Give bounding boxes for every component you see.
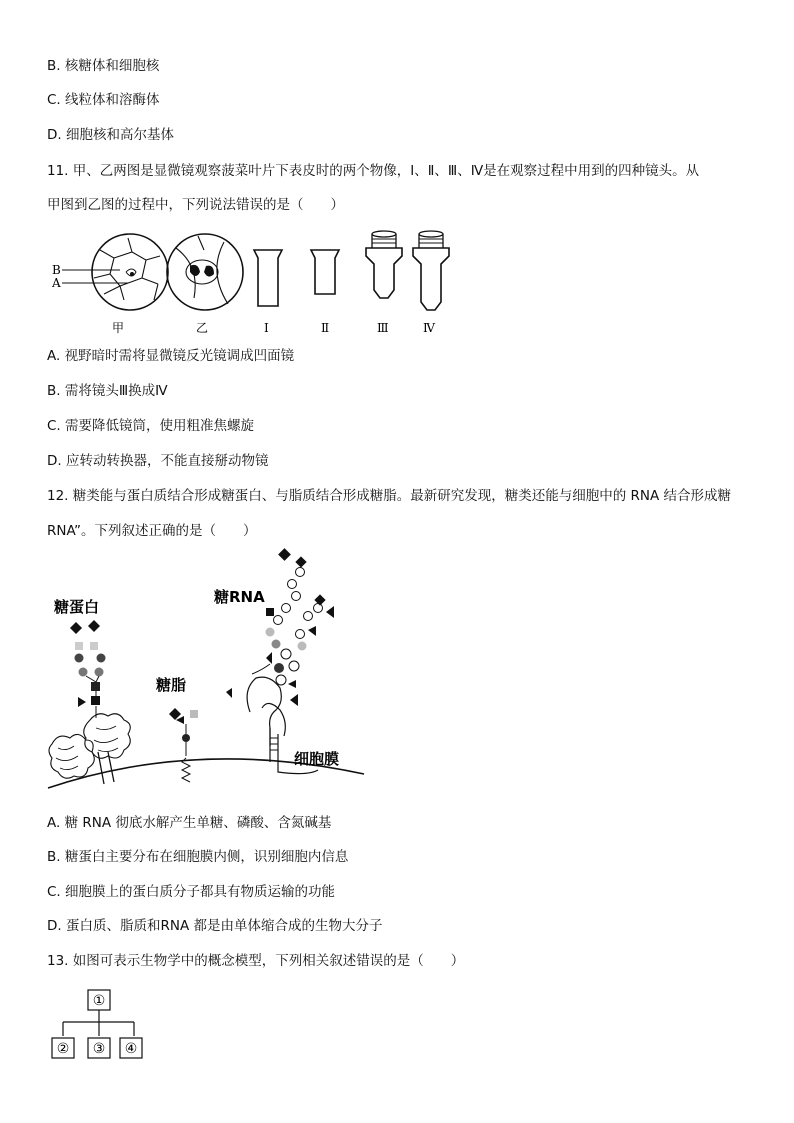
label-glycoprotein: 糖蛋白 [54, 598, 100, 616]
lens-i [254, 250, 282, 306]
q11-stem-line2: 甲图到乙图的过程中，下列说法错误的是（ ） [47, 197, 344, 213]
q13-stem: 13. 如图可表示生物学中的概念模型，下列相关叙述错误的是（ ） [47, 953, 465, 969]
label-glycolipid: 糖脂 [156, 676, 187, 694]
q12-option-a: A. 糖 RNA 彻底水解产生单糖、磷酸、含氮碱基 [47, 815, 332, 831]
glycorna-structure [226, 548, 334, 773]
q12-stem-line1: 12. 糖类能与蛋白质结合形成糖蛋白、与脂质结合形成糖脂。最新研究发现，糖类还能与细胞中的 RNA 结合形成糖 [47, 488, 732, 504]
q12-stem-line2: RNA”。下列叙述正确的是（ ） [47, 523, 257, 539]
box-2-label: ② [56, 1041, 70, 1057]
caption-yi: 乙 [196, 321, 209, 335]
q11-option-d: D. 应转动转换器，不能直接掰动物镜 [47, 453, 269, 469]
lens-iv [413, 231, 449, 310]
q11-option-a: A. 视野暗时需将显微镜反光镜调成凹面镜 [47, 348, 295, 364]
label-glycorna: 糖RNA [214, 588, 265, 606]
box-1-label: ① [92, 993, 106, 1009]
box-4-label: ④ [124, 1041, 138, 1057]
q12-option-b: B. 糖蛋白主要分布在细胞膜内侧，识别细胞内信息 [47, 849, 349, 865]
view-yi [167, 234, 243, 310]
q10-option-b: B. 核糖体和细胞核 [47, 58, 160, 74]
q10-option-c: C. 线粒体和溶酶体 [47, 92, 160, 108]
lens-ii [311, 250, 339, 294]
label-a: A [52, 276, 61, 290]
q11-option-b: B. 需将镜头Ⅲ换成Ⅳ [47, 383, 168, 399]
lens-iii [366, 231, 402, 298]
microscope-figure [48, 228, 458, 340]
caption-i: Ⅰ [264, 321, 269, 335]
label-b: B [52, 263, 61, 277]
box-3-label: ③ [92, 1041, 106, 1057]
concept-model-figure [50, 988, 150, 1064]
label-membrane: 细胞膜 [294, 750, 340, 768]
q12-option-c: C. 细胞膜上的蛋白质分子都具有物质运输的功能 [47, 884, 336, 900]
q11-stem-line1: 11. 甲、乙两图是显微镜观察菠菜叶片下表皮时的两个物像，Ⅰ、Ⅱ、Ⅲ、Ⅳ是在观察过程中用到的四种镜头。从 [47, 163, 700, 179]
glycolipid-structure [169, 708, 198, 782]
caption-jia: 甲 [112, 321, 125, 335]
caption-ii: Ⅱ [321, 321, 330, 335]
q11-option-c: C. 需要降低镜筒，使用粗准焦螺旋 [47, 418, 255, 434]
q12-option-d: D. 蛋白质、脂质和RNA 都是由单体缩合成的生物大分子 [47, 918, 383, 934]
caption-iv: Ⅳ [423, 321, 435, 335]
glyco-figure [46, 548, 366, 796]
view-jia [51, 234, 168, 310]
glycoprotein-structure [49, 620, 130, 784]
caption-iii: Ⅲ [377, 321, 389, 335]
q10-option-d: D. 细胞核和高尔基体 [47, 127, 174, 143]
